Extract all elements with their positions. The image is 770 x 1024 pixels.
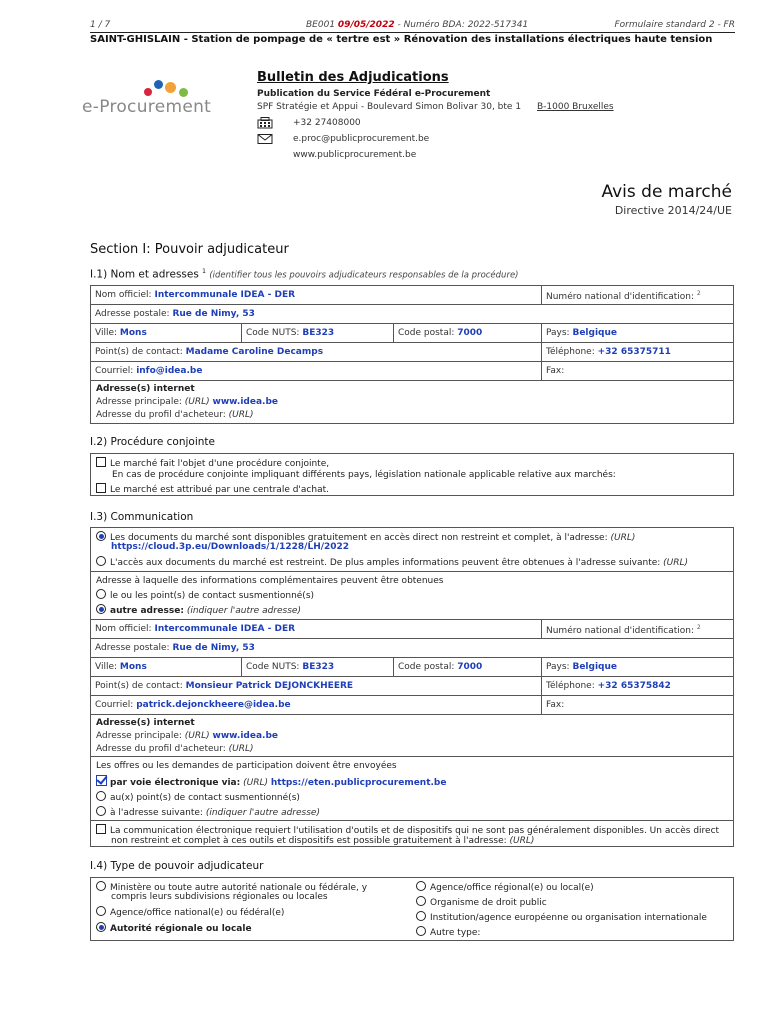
i3-row-nom (91, 620, 733, 639)
i2-heading: I.2) Procédure conjointe (90, 436, 215, 448)
i1-row-adresse (91, 305, 733, 324)
i1-ville-cell (91, 324, 241, 342)
i1-row-nom (91, 286, 733, 305)
i3-ville-value: Mons (119, 662, 147, 672)
i3-info-label: Adresse à laquelle des informations complémentaires peuvent être obtenues (96, 576, 444, 586)
i4-regional-authority-radio[interactable] (96, 922, 106, 932)
bulletin-title: Bulletin des Adjudications (257, 70, 449, 85)
bulletin-subtitle: Publication du Service Fédéral e-Procurement (257, 89, 491, 99)
i1-fax-cell (541, 362, 735, 380)
i1-courriel-value[interactable]: info@idea.be (136, 366, 203, 376)
i4-right-opt3-line (416, 911, 707, 923)
i1-fax-label: Fax: (546, 366, 565, 376)
i3-offres-address-radio[interactable] (96, 806, 106, 816)
i1-adresse-value: Rue de Nimy, 53 (172, 309, 255, 319)
i3-offres-url[interactable]: https://eten.publicprocurement.be (270, 778, 447, 788)
i3-principale-line (96, 731, 278, 741)
i3-doc-url[interactable]: https://cloud.3p.eu/Downloads/1/1228/LH/2022 (111, 542, 350, 552)
i1-profil-url-tag: (URL) (228, 410, 254, 420)
i1-principale-label: Adresse principale: (96, 397, 182, 407)
i3-nom-label: Nom officiel: (95, 624, 152, 634)
i1-natid-footnote: 2 (696, 290, 701, 297)
i1-ville-value: Mons (119, 328, 147, 338)
i3-offres-url-tag: (URL) (243, 778, 268, 788)
i3-cp-value: 7000 (457, 662, 483, 672)
i4-other-type-radio[interactable] (416, 926, 426, 936)
i3-row-ville (91, 658, 733, 677)
i1-cp-value: 7000 (457, 328, 483, 338)
i3-pays-label: Pays: (546, 662, 570, 672)
i3-natid-footnote: 2 (696, 624, 701, 631)
i3-adresse-cell (91, 639, 735, 657)
i3-heading: I.3) Communication (90, 511, 194, 523)
i1-tel-label: Téléphone: (546, 347, 595, 357)
i4-right-opt2-line (416, 896, 547, 908)
i3-electronic-checkbox[interactable] (96, 775, 107, 786)
i1-tel-value: +32 65375711 (597, 347, 671, 357)
i3-tools-line2 (111, 836, 534, 846)
i1-row-internet (91, 381, 733, 423)
i1-contact-value: Madame Caroline Decamps (185, 347, 324, 357)
i2-opt1b-label: En cas de procédure conjointe impliquant différents pays, législation nationale applicable relative aux marchés: (112, 470, 616, 480)
i3-principale-label: Adresse principale: (96, 731, 182, 741)
i1-pays-label: Pays: (546, 328, 570, 338)
logo-dot-blue (154, 80, 163, 89)
i3-row-offres (91, 757, 733, 821)
logo-dot-red (144, 88, 152, 96)
i4-heading: I.4) Type de pouvoir adjudicateur (90, 860, 264, 872)
i3-doc-free-label: Les documents du marché sont disponibles gratuitement en accès direct non restreint et complet, à l'adresse: (110, 533, 608, 543)
i3-doc-restricted-line (96, 556, 688, 568)
i1-contact-label: Point(s) de contact: (95, 347, 183, 357)
i3-pays-value: Belgique (572, 662, 617, 672)
notice-directive: Directive 2014/24/UE (614, 204, 732, 217)
i3-principale-value[interactable]: www.idea.be (212, 731, 279, 741)
bulletin-web[interactable]: www.publicprocurement.be (293, 150, 417, 160)
i3-natid-cell (541, 620, 735, 638)
i1-profil-line (96, 410, 254, 420)
i1-principale-value[interactable]: www.idea.be (212, 397, 279, 407)
i3-offres-opt2-line (96, 791, 300, 803)
i3-nuts-cell (241, 658, 393, 676)
i3-adresse-label: Adresse postale: (95, 643, 170, 653)
i3-offres-opt3-note: (indiquer l'autre adresse) (205, 808, 320, 818)
i1-cp-cell (393, 324, 541, 342)
i1-table (90, 285, 734, 424)
i4-left-opt3-label: Autorité régionale ou locale (110, 924, 252, 934)
i3-internet-label: Adresse(s) internet (96, 718, 195, 728)
i1-courriel-label: Courriel: (95, 366, 134, 376)
i1-row-ville (91, 324, 733, 343)
i2-central-purchasing-checkbox[interactable] (96, 483, 106, 493)
i4-left-opt2-line (96, 906, 284, 918)
i2-opt1-label: Le marché fait l'objet d'une procédure conjointe, (110, 459, 330, 469)
i1-pays-cell (541, 324, 735, 342)
be-code: BE001 (306, 20, 336, 30)
notice-reference (306, 20, 528, 30)
i3-courriel-label: Courriel: (95, 700, 134, 710)
i3-table (90, 527, 734, 847)
i4-right-opt1-line (416, 881, 594, 893)
i4-national-agency-radio[interactable] (96, 906, 106, 916)
i3-doc-restricted-label: L'accès aux documents du marché est restreint. De plus amples informations peuvent être obtenues à l'adresse suivante: (110, 558, 661, 568)
i1-natid-label: Numéro national d'identification: (546, 292, 695, 302)
i1-nuts-label: Code NUTS: (246, 328, 300, 338)
i1-nom-label: Nom officiel: (95, 290, 152, 300)
publication-date: 09/05/2022 (337, 20, 395, 30)
i1-pays-value: Belgique (572, 328, 617, 338)
i3-ville-cell (91, 658, 241, 676)
i3-offres-opt3-line (96, 806, 320, 818)
logo-dot-orange (165, 82, 176, 93)
i1-nuts-cell (241, 324, 393, 342)
i3-contact-cell (91, 677, 541, 695)
i1-contact-cell (91, 343, 541, 361)
i3-row-courriel (91, 696, 733, 715)
i3-fax-cell (541, 696, 735, 714)
i3-tools-line1-label: La communication électronique requiert l'utilisation d'outils et de dispositifs qui ne sont pas généralement disponibles. Un accès direct (110, 826, 720, 836)
i3-courriel-value[interactable]: patrick.dejonckheere@idea.be (136, 700, 291, 710)
i4-right-opt4-line (416, 926, 480, 938)
i3-tel-label: Téléphone: (546, 681, 595, 691)
i3-nuts-value: BE323 (302, 662, 335, 672)
i1-principale-url-tag: (URL) (184, 397, 210, 407)
i1-row-contact (91, 343, 733, 362)
i3-contact-value: Monsieur Patrick DEJONCKHEERE (185, 681, 354, 691)
i3-doc-restricted-radio[interactable] (96, 556, 106, 566)
i3-principale-url-tag: (URL) (184, 731, 210, 741)
i4-left-opt1b-label: compris leurs subdivisions régionales ou locales (111, 892, 328, 902)
i2-opt2-label: Le marché est attribué par une centrale d'achat. (110, 485, 329, 495)
i3-nom-value: Intercommunale IDEA - DER (154, 624, 296, 634)
bulletin-street: SPF Stratégie et Appui - Boulevard Simon Bolivar 30, bte 1 (257, 102, 522, 112)
i1-internet-label: Adresse(s) internet (96, 384, 195, 394)
e-procurement-logo-text: e-Procurement (82, 97, 212, 117)
i4-right-opt3-label: Institution/agence européenne ou organisation internationale (430, 913, 707, 923)
i3-tools-url-tag: (URL) (509, 836, 535, 846)
i1-cp-label: Code postal: (398, 328, 455, 338)
i3-info-opt1-label: le ou les point(s) de contact susmentionné(s) (110, 591, 315, 601)
i4-european-institution-radio[interactable] (416, 911, 426, 921)
i3-info-opt2-label: autre adresse: (110, 606, 184, 616)
i1-row-courriel (91, 362, 733, 381)
i1-nom-cell (91, 286, 541, 304)
i4-public-law-radio[interactable] (416, 896, 426, 906)
i4-left-opt2-label: Agence/office national(e) ou fédéral(e) (110, 908, 285, 918)
i4-regional-agency-radio[interactable] (416, 881, 426, 891)
i4-right-opt4-label: Autre type: (430, 928, 481, 938)
i3-tools-line2-label: non restreint et complet à ces outils et dispositifs est possible gratuitement à l'adresse: (111, 836, 507, 846)
i1-courriel-cell (91, 362, 541, 380)
form-name: Formulaire standard 2 - FR (614, 20, 735, 30)
i3-ville-label: Ville: (95, 662, 118, 672)
i3-row-tools (91, 821, 733, 850)
i1-ville-label: Ville: (95, 328, 118, 338)
i1-nom-value: Intercommunale IDEA - DER (154, 290, 296, 300)
i3-profil-label: Adresse du profil d'acheteur: (96, 744, 226, 754)
i3-info-other-radio[interactable] (96, 604, 106, 614)
i3-nom-cell (91, 620, 541, 638)
i1-adresse-cell (91, 305, 735, 323)
i1-natid-cell (541, 286, 735, 304)
envelope-icon (257, 133, 273, 145)
i4-right-opt1-label: Agence/office régional(e) ou local(e) (430, 883, 594, 893)
i3-courriel-cell (91, 696, 541, 714)
i3-nuts-label: Code NUTS: (246, 662, 300, 672)
i3-natid-label: Numéro national d'identification: (546, 626, 695, 636)
i1-profil-label: Adresse du profil d'acheteur: (96, 410, 226, 420)
i1-adresse-label: Adresse postale: (95, 309, 170, 319)
i2-opt2-line (96, 483, 329, 495)
i3-row-info (91, 572, 733, 620)
i3-cp-label: Code postal: (398, 662, 455, 672)
i3-offres-opt1-label: par voie électronique via: (110, 778, 241, 788)
i3-profil-line (96, 744, 254, 754)
i1-nuts-value: BE323 (302, 328, 335, 338)
bulletin-email[interactable]: e.proc@publicprocurement.be (293, 134, 430, 144)
i3-info-opt2-note: (indiquer l'autre adresse) (186, 606, 301, 616)
i4-left-opt3-line (96, 922, 252, 934)
bulletin-address (257, 102, 614, 112)
i1-footnote-mark: 1 (202, 268, 206, 275)
i3-row-adresse (91, 639, 733, 658)
i3-offres-opt3-label: à l'adresse suivante: (110, 808, 203, 818)
i3-fax-label: Fax: (546, 700, 565, 710)
i3-tel-cell (541, 677, 735, 695)
section-title: Section I: Pouvoir adjudicateur (90, 242, 289, 257)
i3-tel-value: +32 65375842 (597, 681, 671, 691)
i4-ministry-radio[interactable] (96, 881, 106, 891)
i3-offres-contact-radio[interactable] (96, 791, 106, 801)
i4-right-opt2-label: Organisme de droit public (430, 898, 547, 908)
i3-doc-free-url-tag: (URL) (610, 533, 636, 543)
i3-info-opt1-line (96, 589, 314, 601)
i2-opt1-line (96, 457, 329, 469)
bulletin-phone: +32 27408000 (293, 118, 361, 128)
i3-profil-url-tag: (URL) (228, 744, 254, 754)
i2-table (90, 453, 734, 496)
page-number: 1 / 7 (90, 20, 111, 30)
i3-row-contact (91, 677, 733, 696)
i3-offres-label: Les offres ou les demandes de participation doivent être envoyées (96, 761, 397, 771)
bda-number: - Numéro BDA: 2022-517341 (397, 20, 529, 30)
i3-tools-checkbox[interactable] (96, 824, 106, 834)
notice-title: Avis de marché (601, 182, 732, 202)
i2-joint-procedure-checkbox[interactable] (96, 457, 106, 467)
i3-offres-opt2-label: au(x) point(s) de contact susmentionné(s) (110, 793, 300, 803)
i3-info-opt2-line (96, 604, 301, 616)
i4-table (90, 877, 734, 941)
i1-principale-line (96, 397, 278, 407)
notice-subject: SAINT-GHISLAIN - Station de pompage de « tertre est » Rénovation des installations électriques haute tension (90, 32, 735, 45)
i3-row-internet (91, 715, 733, 757)
i3-contact-label: Point(s) de contact: (95, 681, 183, 691)
i1-heading: I.1) Nom et adresses (90, 268, 199, 281)
i4-left-opt1-label: Ministère ou toute autre autorité nationale ou fédérale, y (110, 883, 368, 893)
bulletin-city[interactable]: B-1000 Bruxelles (537, 102, 614, 112)
fax-phone-icon (257, 117, 273, 129)
i3-info-contact-radio[interactable] (96, 589, 106, 599)
i3-doc-free-radio[interactable] (96, 531, 106, 541)
i1-heading-line (90, 268, 519, 281)
logo-dot-green (179, 88, 188, 97)
i3-tools-line1 (96, 824, 719, 836)
i3-adresse-value: Rue de Nimy, 53 (172, 643, 255, 653)
i3-offres-opt1-line (96, 775, 446, 788)
i1-tel-cell (541, 343, 735, 361)
i3-cp-cell (393, 658, 541, 676)
i3-doc-restricted-url-tag: (URL) (663, 558, 689, 568)
i3-row-documents (91, 528, 733, 572)
i3-pays-cell (541, 658, 735, 676)
i1-note: (identifier tous les pouvoirs adjudicateurs responsables de la procédure) (209, 270, 519, 281)
